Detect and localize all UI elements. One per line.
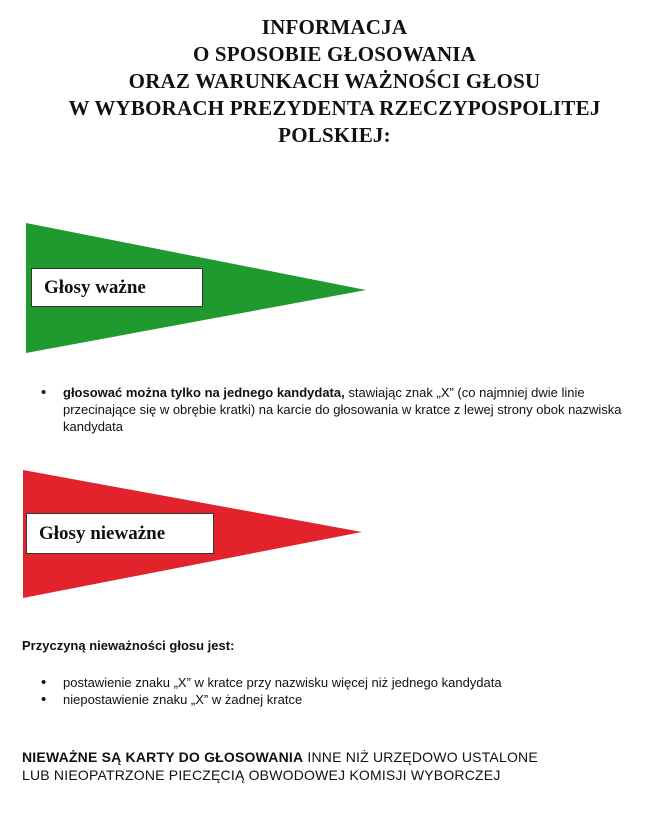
footer-rest: INNE NIŻ URZĘDOWO USTALONE <box>303 749 538 765</box>
invalid-votes-reasons <box>41 674 641 708</box>
valid-votes-label-text: Głosy ważne <box>44 276 146 298</box>
title-line-1: INFORMACJA <box>261 15 408 39</box>
list-item <box>41 384 641 435</box>
title-line-2: O SPOSOBIE GŁOSOWANIA <box>192 42 477 66</box>
valid-rule-bold: głosować można tylko na jednego kandydata, <box>63 385 345 400</box>
footer-bold: NIEWAŻNE SĄ KARTY DO GŁOSOWANIA <box>22 749 304 765</box>
title-line-5: POLSKIEJ: <box>278 123 391 147</box>
footer-note <box>22 748 642 784</box>
list-item: • postawienie znaku „X” w kratce przy nazwisku więcej niż jednego kandydata <box>41 674 641 691</box>
footer-line-2: LUB NIEOPATRZONE PIECZĘCIĄ OBWODOWEJ KOMISJI WYBORCZEJ <box>22 767 501 783</box>
valid-rule-text: stawiając znak „X” (co najmniej dwie linie przecinające się w obrębie kratki) na karcie do głosowania w kratce z lewej strony obok nazwiska kandydata <box>63 385 622 434</box>
invalid-votes-label <box>26 513 214 554</box>
title-line-3: ORAZ WARUNKACH WAŻNOŚCI GŁOSU <box>128 69 541 93</box>
list-item: • niepostawienie znaku „X” w żadnej kratce <box>41 691 641 708</box>
title-line-4: W WYBORACH PREZYDENTA RZECZYPOSPOLITEJ <box>68 96 601 120</box>
valid-votes-rules <box>41 384 641 435</box>
invalid-reason-heading: Przyczyną nieważności głosu jest: <box>22 638 235 653</box>
valid-votes-label <box>31 268 203 307</box>
footer-line-1 <box>22 748 642 766</box>
invalid-votes-label-text: Głosy nieważne <box>39 522 166 544</box>
